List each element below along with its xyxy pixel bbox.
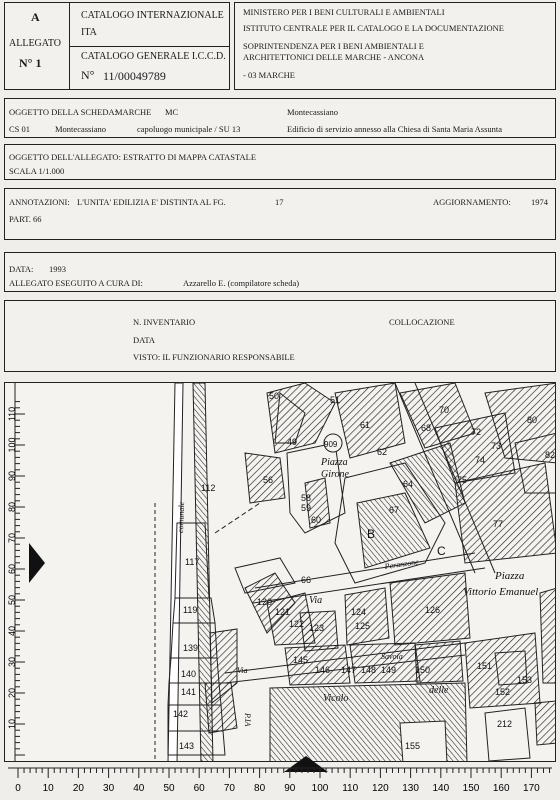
parcel-75: 75 [457,475,468,485]
cadastral-map [4,382,556,762]
collocazione-label: COLLOCAZIONE [389,317,455,327]
x-tick-label: 110 [342,783,359,794]
parcel-73: 73 [491,441,502,451]
parcel-61: 61 [360,420,371,430]
street-comunale: comunale [176,501,187,534]
aggiornamento-label: AGGIORNAMENTO: [433,197,511,207]
y-tick-label: 40 [7,625,17,637]
parcel-67: 67 [389,505,400,515]
parcel-66: 66 [301,575,312,585]
data-value: 1993 [49,264,66,274]
parcel-74: 74 [475,455,486,465]
street-via-2: Via [237,666,248,675]
ministry-line-1: MINISTERO PER I BENI CULTURALI E AMBIENTALI [243,7,445,17]
street-piazza-vittorio-1: Piazza [495,570,525,582]
oggetto-region: MARCHE [115,107,152,117]
parcel-68: 68 [421,423,432,433]
oggetto-cs: CS 01 [9,124,31,134]
curated-label: ALLEGATO ESEGUITO A CURA DI: [9,278,143,288]
parcel-119: 119 [183,605,198,615]
y-tick-label: 90 [7,470,17,482]
y-tick-label: 100 [7,437,17,453]
x-tick-label: 40 [133,783,145,794]
annotazioni-label: ANNOTAZIONI: [9,197,70,207]
x-tick-label: 140 [432,783,450,794]
street-delle: delle [429,685,449,696]
ministry-line-2: ISTITUTO CENTRALE PER IL CATALOGO E LA DOCUMENTAZIONE [243,23,504,33]
catalogo-generale: CATALOGO GENERALE I.C.C.D. [81,51,226,62]
parcel-70: 70 [439,405,450,415]
annotazioni-text: L'UNITA' EDILIZIA E' DISTINTA AL FG. [77,197,226,207]
x-tick-label: 30 [103,783,115,794]
inventario-box [4,300,556,372]
street-savoia: Savoia [381,652,403,661]
parcel-C: C [437,544,446,558]
data-label: DATA: [9,264,34,274]
parcel-59: 59 [301,503,312,513]
y-tick-label: 70 [7,532,17,544]
allegato-letter: A [31,10,40,24]
numero-catalogo: 11/00049789 [103,69,166,83]
parcel-142: 142 [173,709,189,719]
y-tick-label: 80 [7,501,17,513]
curated-value: Azzarello E. (compilatore scheda) [183,278,300,288]
parcel-212: 212 [497,719,513,729]
oggetto-label: OGGETTO DELLA SCHEDA: [9,107,117,117]
parcel-126: 126 [425,605,441,615]
x-tick-label: 80 [254,783,266,794]
parcel-124: 124 [351,607,367,617]
parcel-122: 122 [289,619,305,629]
x-tick-label: 120 [372,783,389,794]
x-tick-label: 10 [42,783,54,794]
allegato-label: ALLEGATO [9,38,62,49]
cadastral-map-drawing [5,383,556,762]
parcel-56: 56 [263,475,274,485]
oggetto-description: Edificio di servizio annesso alla Chiesa di Santa Maria Assunta [287,124,503,134]
parcel-151: 151 [477,661,493,671]
parcel-50: 50 [269,391,280,401]
street-vicolo: Vicolo [323,693,349,704]
x-tick-label: 160 [492,783,510,794]
x-tick-label: 100 [311,783,329,794]
parcel-152: 152 [495,687,511,697]
inventario-data-label: DATA [133,335,155,345]
ministry-line-3: SOPRINTENDENZA PER I BENI AMBIENTALI E [243,41,424,51]
parcel-909: 909 [324,440,338,449]
y-tick-label: 110 [7,406,17,422]
data-box [4,252,556,292]
left-marker-triangle [29,543,47,583]
parcel-145: 145 [293,655,309,665]
x-tick-label: 70 [223,783,235,794]
parcel-120: 120 [257,597,273,607]
x-tick-label: 60 [193,783,205,794]
parcel-62: 62 [377,447,388,457]
parcel-147: 147 [341,665,357,675]
parcel-139: 139 [183,643,199,653]
parcel-77: 77 [493,519,504,529]
x-tick-label: 130 [402,783,419,794]
parcel-125: 125 [355,621,371,631]
x-tick-label: 170 [523,783,540,794]
header-ministry-box [234,2,556,90]
parcel-49: 49 [287,437,298,447]
annotazioni-foglio: 17 [275,197,284,207]
parcel-149: 149 [381,665,397,675]
particella: PART. 66 [9,214,42,224]
oggetto-allegato-box [4,144,556,180]
parcel-117: 117 [185,557,200,567]
parcel-143: 143 [179,741,195,751]
parcel-148: 148 [361,665,377,675]
street-via-1: Via [309,595,323,606]
x-tick-label: 90 [284,783,296,794]
y-tick-label: 60 [7,563,17,575]
parcel-123: 123 [309,623,325,633]
x-tick-label: 0 [15,783,21,794]
street-piazza-girone-1: Piazza [321,457,348,468]
oggetto-scheda-box [4,98,556,138]
street-pia: P.IA [243,713,252,727]
parcel-121: 121 [275,607,291,617]
annotazioni-box [4,188,556,240]
parcel-60: 60 [311,515,322,525]
y-tick-label: 10 [7,718,17,730]
street-peranzone: Peranzone [384,557,420,571]
x-scale [0,762,560,800]
parcel-150: 150 [415,665,431,675]
allegato-scala: SCALA 1/1.000 [9,166,65,176]
catalogo-int-code: ITA [81,27,97,38]
parcel-82: 82 [545,450,556,460]
parcel-B: B [367,527,376,541]
x-tick-label: 20 [72,783,84,794]
numero-prefix: N° [81,68,95,82]
visto-label: VISTO: IL FUNZIONARIO RESPONSABILE [133,352,295,362]
x-tick-label: 50 [163,783,175,794]
oggetto-town: Montecassiano [287,107,338,117]
parcel-153: 153 [517,675,533,685]
oggetto-province: MC [165,107,179,117]
y-tick-label: 20 [7,687,17,699]
ministry-line-5: - 03 MARCHE [243,70,295,80]
header-left-box [4,2,230,90]
parcel-140: 140 [181,669,197,679]
catalogo-internazionale: CATALOGO INTERNAZIONALE [81,10,224,21]
aggiornamento-value: 1974 [531,197,548,207]
parcel-112: 112 [201,483,216,493]
parcel-51: 51 [330,395,341,405]
oggetto-locality: Montecassiano [55,124,106,134]
street-piazza-girone-2: Girone [321,469,349,480]
street-piazza-vittorio-2: Vittorio Emanuel [463,586,539,598]
parcel-64: 64 [403,479,414,489]
parcel-80: 80 [527,415,538,425]
parcel-141: 141 [181,687,197,697]
allegato-number: N° 1 [19,56,42,70]
y-tick-label: 30 [7,656,17,668]
x-tick-label: 150 [462,783,480,794]
ministry-line-4: ARCHITETTONICI DELLE MARCHE - ANCONA [243,52,425,62]
parcel-58: 58 [301,493,312,503]
allegato-oggetto-value: ESTRATTO DI MAPPA CATASTALE [123,152,257,162]
parcel-155: 155 [405,741,421,751]
y-tick-label: 50 [7,594,17,606]
allegato-oggetto-label: OGGETTO DELL'ALLEGATO: [9,152,121,162]
parcel-72: 72 [471,427,482,437]
oggetto-detail: capoluogo municipale / SU 13 [137,124,241,134]
parcel-146: 146 [315,665,331,675]
n-inventario-label: N. INVENTARIO [133,317,196,327]
